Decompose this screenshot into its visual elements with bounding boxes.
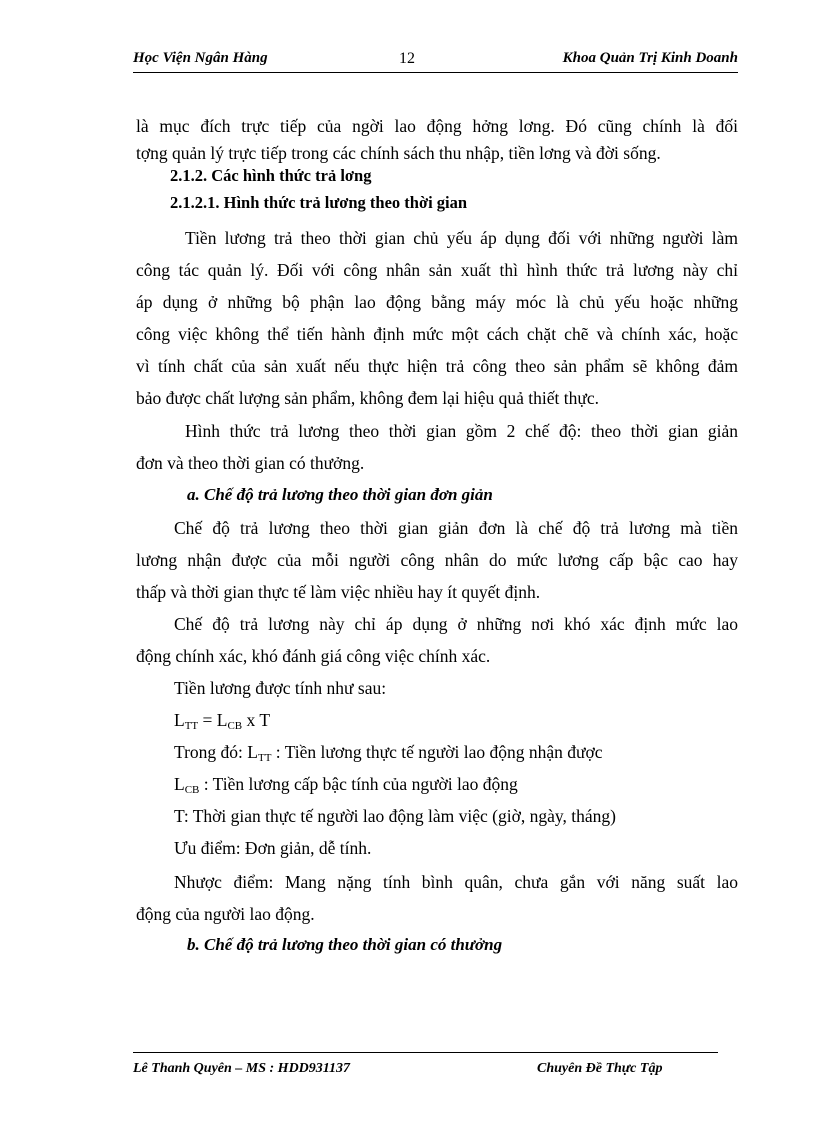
header-institution: Học Viện Ngân Hàng: [133, 50, 268, 66]
paragraph-line: công việc không thể tiến hành định mức một cách chặt chẽ và chính xác, hoặc: [136, 324, 738, 344]
paragraph-line: đơn và theo thời gian có thưởng.: [136, 453, 365, 473]
paragraph-line: thấp và thời gian thực tế làm việc nhiều hay ít quyết định.: [136, 582, 541, 602]
page-number: 12: [399, 50, 415, 67]
def-sub-tt: TT: [257, 752, 272, 764]
formula-eq: = L: [198, 710, 228, 730]
subsection-heading: 2.1.2.1. Hình thức trả lương theo thời gian: [170, 193, 468, 212]
formula-l: L: [174, 710, 185, 730]
subheading-a: a. Chế độ trả lương theo thời gian đơn giản: [187, 485, 493, 504]
def-sub-cb: CB: [184, 784, 200, 796]
paragraph-line: Tiền lương được tính như sau:: [174, 678, 387, 698]
paragraph-line: Hình thức trả lương theo thời gian gồm 2 chế độ: theo thời gian giản: [185, 421, 738, 441]
definition-line: [174, 773, 518, 801]
footer-title: Chuyên Đề Thực Tập: [537, 1061, 663, 1076]
def-text: : Tiền lương thực tế người lao động nhận được: [271, 742, 603, 762]
section-heading: 2.1.2. Các hình thức trả lơng: [170, 166, 372, 185]
subheading-b: b. Chế độ trả lương theo thời gian có thưởng: [187, 935, 503, 954]
formula-sub-cb: CB: [227, 720, 243, 732]
paragraph-line: bảo được chất lượng sản phẩm, không đem lại hiệu quả thiết thực.: [136, 388, 599, 408]
body-line: tợng quản lý trực tiếp trong các chính sách thu nhập, tiền lơng và đời sống.: [136, 143, 661, 163]
def-l: L: [174, 774, 185, 794]
footer-author: Lê Thanh Quyên – MS : HDD931137: [133, 1061, 351, 1076]
page-footer: [133, 1052, 718, 1076]
formula: [174, 709, 270, 737]
header-faculty: Khoa Quản Trị Kinh Doanh: [562, 50, 738, 66]
definition-line: [174, 741, 603, 769]
advantage-line: Ưu điểm: Đơn giản, dễ tính.: [174, 838, 372, 858]
def-prefix: Trong đó: L: [174, 742, 258, 762]
def-text: : Tiền lương cấp bậc tính của người lao động: [199, 774, 518, 794]
page-header: [133, 46, 738, 73]
paragraph-line: động chính xác, khó đánh giá công việc chính xác.: [136, 646, 491, 666]
paragraph-line: vì tính chất của sản xuất nếu thực hiện trả công theo sản phẩm sẽ không đảm: [136, 356, 738, 376]
paragraph-line: Tiền lương trả theo thời gian chủ yếu áp dụng đối với những người làm: [185, 228, 738, 248]
paragraph-line: áp dụng ở những bộ phận lao động bằng máy móc là chủ yếu hoặc những: [136, 292, 738, 312]
paragraph-line: lương nhận được của mỗi người công nhân do mức lương cấp bậc cao hay: [136, 550, 738, 570]
body-line: là mục đích trực tiếp của ngời lao động hởng lơng. Đó cũng chính là đối: [136, 116, 738, 136]
disadvantage-line: động của người lao động.: [136, 904, 315, 924]
paragraph-line: Chế độ trả lương theo thời gian giản đơn là chế độ trả lương mà tiền: [174, 518, 738, 538]
formula-sub-tt: TT: [184, 720, 199, 732]
disadvantage-line: Nhược điểm: Mang nặng tính bình quân, chưa gắn với năng suất lao: [174, 872, 738, 892]
paragraph-line: công tác quản lý. Đối với công nhân sản xuất thì hình thức trả lương này chỉ: [136, 260, 738, 280]
formula-times-t: x T: [242, 710, 271, 730]
paragraph-line: Chế độ trả lương này chỉ áp dụng ở những nơi khó xác định mức lao: [174, 614, 738, 634]
definition-line: T: Thời gian thực tế người lao động làm việc (giờ, ngày, tháng): [174, 806, 616, 826]
